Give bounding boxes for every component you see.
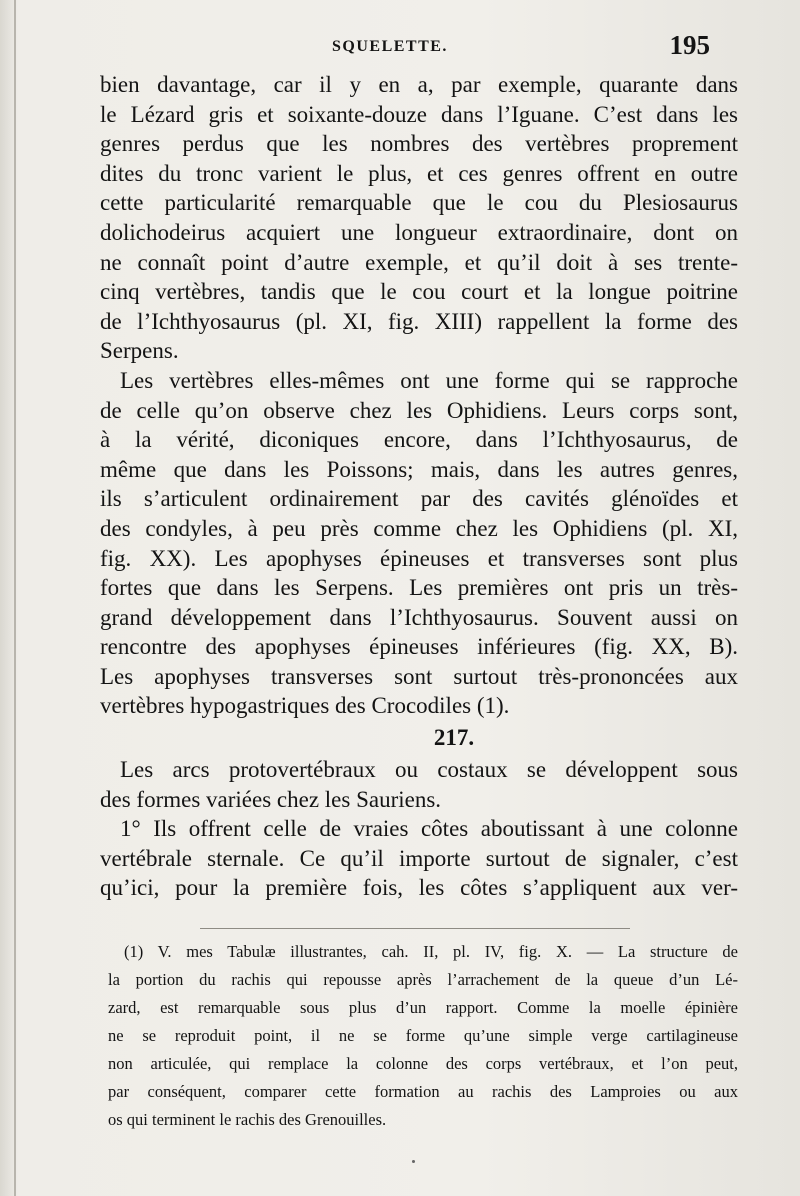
- text-line: même que dans les Poissons; mais, dans les autres genres,: [100, 456, 738, 482]
- text-line: cette particularité remarquable que le cou du Plesiosaurus: [100, 190, 738, 216]
- text-line: ne connaît point d’autre exemple, et qu’il doit à ses trente-: [100, 249, 738, 275]
- text-line: qu’ici, pour la première fois, les côtes s’appliquent aux ver-: [100, 875, 738, 901]
- text-line: de celle qu’on observe chez les Ophidiens. Leurs corps sont,: [100, 397, 738, 423]
- text-line: le Lézard gris et soixante-douze dans l’Iguane. C’est dans les: [100, 101, 738, 127]
- footnote-line: non articulée, qui remplace la colonne des corps vertébraux, et l’on peut,: [108, 1054, 738, 1073]
- text-line: bien davantage, car il y en a, par exemple, quarante dans: [100, 72, 738, 97]
- text-line: genres perdus que les nombres des vertèbres proprement: [100, 131, 738, 157]
- footnote-line: ne se reproduit point, il ne se forme qu’une simple verge cartilagineuse: [108, 1026, 738, 1045]
- text-line: dolichodeirus acquiert une longueur extraordinaire, dont on: [100, 219, 738, 245]
- page-header: [100, 30, 710, 64]
- text-line: Les arcs protovertébraux ou costaux se développent sous: [120, 757, 738, 783]
- footnote-line: os qui terminent le rachis des Grenouilles.: [108, 1110, 387, 1129]
- text-line: vertébrale sternale. Ce qu’il importe surtout de signaler, c’est: [100, 845, 738, 871]
- footnote-rule: [200, 928, 630, 929]
- running-head: SQUELETTE.: [332, 38, 448, 55]
- text-line: Les vertèbres elles-mêmes ont une forme qui se rapproche: [120, 367, 738, 393]
- footnotes: [108, 938, 738, 1134]
- ink-speck: [412, 1160, 415, 1163]
- text-line: fig. XX). Les apophyses épineuses et transverses sont plus: [100, 545, 738, 571]
- text-line: grand développement dans l’Ichthyosaurus. Souvent aussi on: [100, 604, 738, 630]
- text-line: à la vérité, diconiques encore, dans l’Ichthyosaurus, de: [100, 427, 738, 453]
- footnote-line: la portion du rachis qui repousse après l’arrachement de la queue d’un Lé-: [108, 970, 738, 989]
- section-number: 217.: [433, 725, 475, 751]
- text-line: des condyles, à peu près comme chez les Ophidiens (pl. XI,: [100, 515, 738, 541]
- page-gutter-shadow: [14, 0, 16, 1196]
- text-line: ils s’articulent ordinairement par des cavités glénoïdes et: [100, 486, 738, 512]
- text-line: de l’Ichthyosaurus (pl. XI, fig. XIII) rappellent la forme des: [100, 308, 738, 334]
- text-line: fortes que dans les Serpens. Les premières ont pris un très-: [100, 575, 738, 601]
- text-line: rencontre des apophyses épineuses inférieures (fig. XX, B).: [100, 634, 738, 660]
- text-line: Serpens.: [100, 338, 179, 364]
- text-line: des formes variées chez les Sauriens.: [100, 786, 442, 812]
- footnote-line: (1) V. mes Tabulæ illustrantes, cah. II, pl. IV, fig. X. — La structure de: [124, 942, 738, 961]
- text-line: Les apophyses transverses sont surtout très-prononcées aux: [100, 663, 738, 689]
- text-line: dites du tronc varient le plus, et ces genres offrent en outre: [100, 160, 738, 186]
- text-line: vertèbres hypogastriques des Crocodiles (1).: [100, 693, 510, 719]
- text-line: cinq vertèbres, tandis que le cou court et la longue poitrine: [100, 279, 738, 305]
- footnote-line: par conséquent, comparer cette formation au rachis des Lamproies ou aux: [108, 1082, 738, 1101]
- text-line: 1° Ils offrent celle de vraies côtes aboutissant à une colonne: [120, 816, 738, 842]
- body-text: [100, 70, 738, 903]
- page-number: 195: [669, 30, 710, 60]
- footnote-line: zard, est remarquable sous plus d’un rapport. Comme la moelle épinière: [108, 998, 738, 1017]
